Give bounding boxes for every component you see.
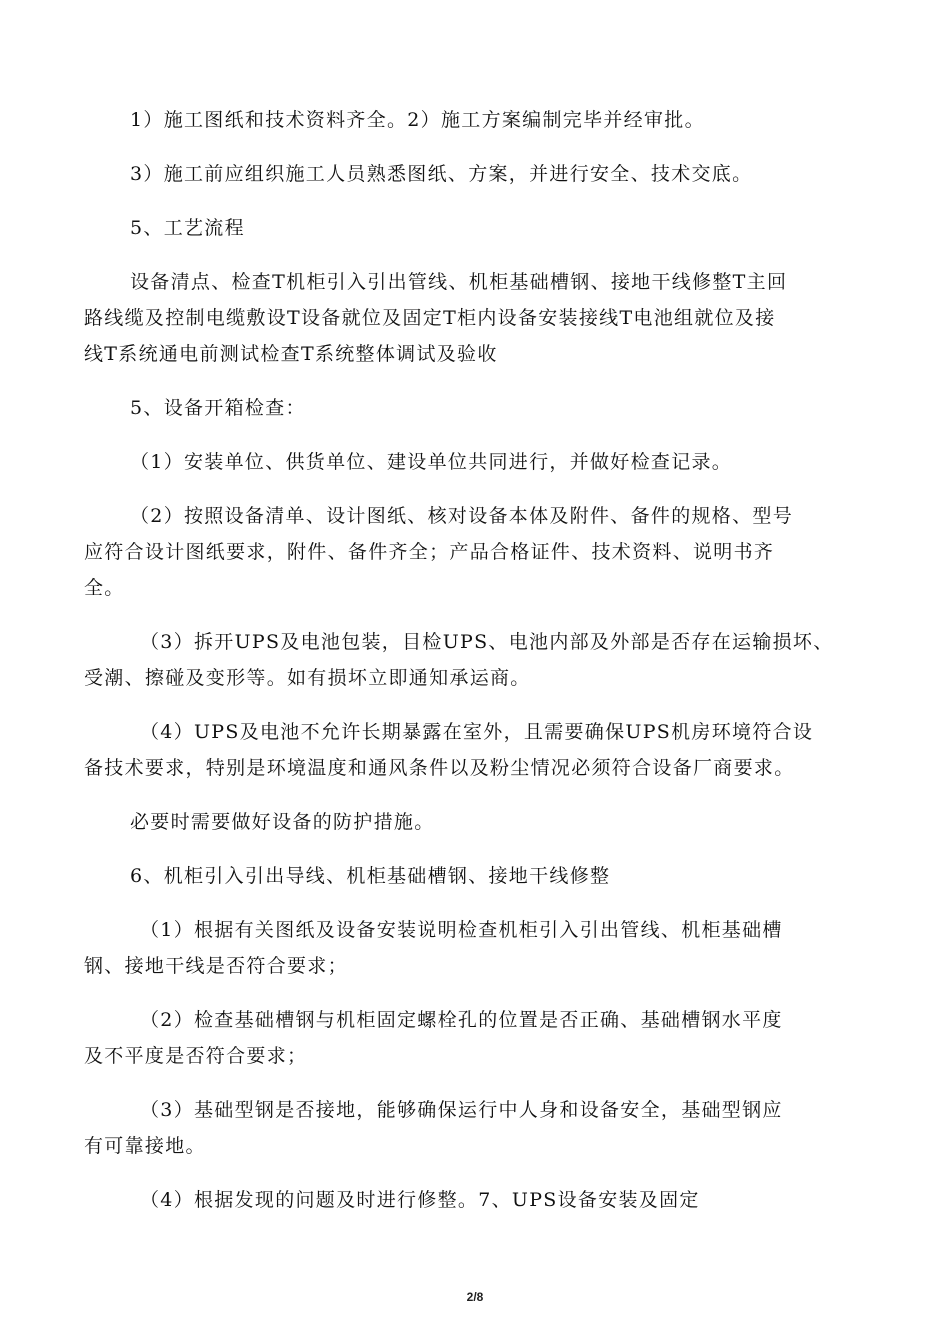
text-line: 设备清点、检查T机柜引入引出管线、机柜基础槽钢、接地干线修整T主回 (130, 271, 788, 293)
text-line: （1）根据有关图纸及设备安装说明检查机柜引入引出管线、机柜基础槽 (140, 919, 783, 941)
text-line: 线T系统通电前测试检查T系统整体调试及验收 (84, 343, 498, 365)
text-line: 受潮、擦碰及变形等。如有损坏立即通知承运商。 (84, 667, 531, 689)
text-line: （1）安装单位、供货单位、建设单位共同进行，并做好检查记录。 (130, 451, 733, 473)
text-line: （2）检查基础槽钢与机柜固定螺栓孔的位置是否正确、基础槽钢水平度 (140, 1009, 783, 1031)
text-line: 3）施工前应组织施工人员熟悉图纸、方案，并进行安全、技术交底。 (130, 163, 753, 185)
text-line: （4）UPS及电池不允许长期暴露在室外，且需要确保UPS机房环境符合设 (140, 721, 814, 743)
text-line: 备技术要求，特别是环境温度和通风条件以及粉尘情况必须符合设备厂商要求。 (84, 757, 795, 779)
text-line: （4）根据发现的问题及时进行修整。7、UPS设备安装及固定 (140, 1189, 700, 1211)
text-line: 1）施工图纸和技术资料齐全。2）施工方案编制完毕并经审批。 (130, 109, 705, 131)
text-line: 及不平度是否符合要求； (84, 1045, 308, 1067)
text-line: （3）基础型钢是否接地，能够确保运行中人身和设备安全，基础型钢应 (140, 1099, 783, 1121)
text-line: （3）拆开UPS及电池包装，目检UPS、电池内部及外部是否存在运输损坏、 (140, 631, 834, 653)
text-line: 路线缆及控制电缆敷设T设备就位及固定T柜内设备安装接线T电池组就位及接 (84, 307, 776, 329)
text-line: 有可靠接地。 (84, 1135, 206, 1157)
section-heading: 5、工艺流程 (130, 217, 245, 239)
section-heading: 6、机柜引入引出导线、机柜基础槽钢、接地干线修整 (130, 865, 611, 887)
text-line: 钢、接地干线是否符合要求； (84, 955, 348, 977)
text-line: 全。 (84, 577, 125, 599)
text-line: （2）按照设备清单、设计图纸、核对设备本体及附件、备件的规格、型号 (130, 505, 793, 527)
text-line: 应符合设计图纸要求，附件、备件齐全；产品合格证件、技术资料、说明书齐 (84, 541, 775, 563)
page-number: 2/8 (466, 1290, 484, 1304)
section-heading: 5、设备开箱检查： (130, 397, 306, 419)
text-line: 必要时需要做好设备的防护措施。 (130, 811, 435, 833)
